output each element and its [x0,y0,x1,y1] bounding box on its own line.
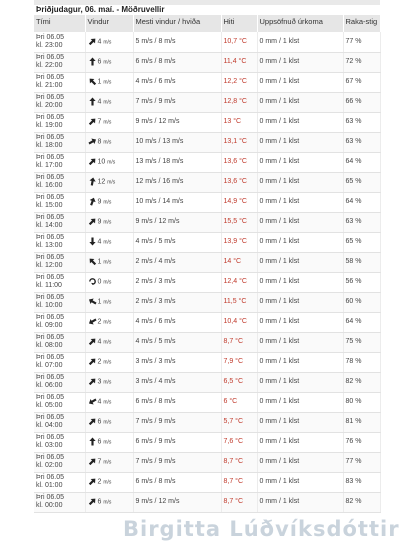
temperature-cell: 13,9 °C [221,232,257,252]
wind-speed-unit: m/s [103,419,112,426]
humidity-cell: 63 % [343,112,380,132]
wind-direction-arrow-icon [88,217,97,226]
wind-speed-value: 9 [97,218,102,226]
wind-speed-value: 7 [97,118,102,126]
max-wind-gust-cell: 6 m/s / 8 m/s [133,392,221,412]
col-header-humidity: Raka-stig [343,15,380,32]
wind-cell [85,392,133,412]
max-wind-gust-cell: 2 m/s / 4 m/s [133,252,221,272]
hour-label: kl. 05:00 [36,402,63,409]
precipitation-cell: 0 mm / 1 klst [257,292,343,312]
temperature-cell: 13,1 °C [221,132,257,152]
max-wind-gust-cell: 9 m/s / 12 m/s [133,492,221,512]
wind-cell [85,252,133,272]
time-cell [34,492,85,512]
wind-speed-unit: m/s [103,359,112,366]
humidity-cell: 60 % [343,292,380,312]
day-label: Þri 06.05 [36,74,65,81]
col-header-wind: Vindur [85,15,133,32]
wind-direction-arrow-icon [88,417,97,426]
humidity-cell: 63 % [343,212,380,232]
temperature-cell: 12,4 °C [221,272,257,292]
precipitation-cell: 0 mm / 1 klst [257,352,343,372]
max-wind-gust-cell: 2 m/s / 3 m/s [133,292,221,312]
wind-speed-value: 7 [97,458,102,466]
precipitation-cell: 0 mm / 1 klst [257,112,343,132]
time-cell [34,252,85,272]
temperature-cell: 8,7 °C [221,492,257,512]
time-cell [34,192,85,212]
day-label: Þri 06.05 [36,414,65,421]
humidity-cell: 66 % [343,92,380,112]
day-label: Þri 06.05 [36,214,65,221]
hour-label: kl. 08:00 [36,342,63,349]
wind-direction-arrow-icon [88,197,97,206]
col-header-temperature: Hiti [221,15,257,32]
day-label: Þri 06.05 [36,254,65,261]
hour-label: kl. 15:00 [36,202,63,209]
wind-direction-arrow-icon [88,437,97,446]
wind-speed-unit: m/s [103,139,112,146]
max-wind-gust-cell: 13 m/s / 18 m/s [133,152,221,172]
wind-direction-arrow-icon [88,297,97,306]
wind-cell [85,492,133,512]
hour-label: kl. 01:00 [36,482,63,489]
precipitation-cell: 0 mm / 1 klst [257,72,343,92]
precipitation-cell: 0 mm / 1 klst [257,252,343,272]
calm-wind-icon [88,277,97,286]
humidity-cell: 77 % [343,452,380,472]
hour-label: kl. 22:00 [36,62,63,69]
wind-direction-arrow-icon [88,317,97,326]
wind-speed-unit: m/s [103,39,112,46]
temperature-cell: 5,7 °C [221,412,257,432]
wind-speed-unit: m/s [103,239,112,246]
table-row [34,372,380,392]
wind-direction-arrow-icon [88,257,97,266]
table-row [34,352,380,372]
precipitation-cell: 0 mm / 1 klst [257,372,343,392]
max-wind-gust-cell: 10 m/s / 13 m/s [133,132,221,152]
day-label: Þri 06.05 [36,154,65,161]
table-row [34,112,380,132]
wind-speed-unit: m/s [107,179,116,186]
hour-label: kl. 02:00 [36,462,63,469]
wind-cell [85,32,133,52]
max-wind-gust-cell: 6 m/s / 8 m/s [133,52,221,72]
wind-speed-value: 4 [97,398,102,406]
wind-speed-unit: m/s [103,439,112,446]
wind-speed-unit: m/s [103,259,112,266]
temperature-cell: 11,5 °C [221,292,257,312]
time-cell [34,172,85,192]
humidity-cell: 56 % [343,272,380,292]
day-station-heading: Þriðjudagur, 06. maí. - Möðruvellir [36,5,165,14]
max-wind-gust-cell: 3 m/s / 4 m/s [133,372,221,392]
wind-direction-arrow-icon [88,77,97,86]
humidity-cell: 64 % [343,192,380,212]
precipitation-cell: 0 mm / 1 klst [257,192,343,212]
table-row [34,312,380,332]
wind-speed-unit: m/s [103,79,112,86]
wind-cell [85,232,133,252]
temperature-cell: 12,8 °C [221,92,257,112]
table-row [34,392,380,412]
time-cell [34,272,85,292]
hour-label: kl. 07:00 [36,362,63,369]
time-cell [34,32,85,52]
wind-speed-value: 2 [97,358,102,366]
table-header-row [34,15,380,32]
wind-speed-value: 3 [97,378,102,386]
precipitation-cell: 0 mm / 1 klst [257,272,343,292]
precipitation-cell: 0 mm / 1 klst [257,392,343,412]
wind-cell [85,452,133,472]
table-row [34,192,380,212]
table-row [34,332,380,352]
temperature-cell: 6 °C [221,392,257,412]
hourly-weather-table [34,15,381,513]
wind-speed-unit: m/s [103,479,112,486]
wind-speed-unit: m/s [103,379,112,386]
wind-direction-arrow-icon [88,497,97,506]
wind-speed-value: 1 [97,258,102,266]
humidity-cell: 67 % [343,72,380,92]
wind-speed-value: 12 [97,178,106,186]
humidity-cell: 78 % [343,352,380,372]
day-label: Þri 06.05 [36,274,65,281]
wind-direction-arrow-icon [88,137,97,146]
precipitation-cell: 0 mm / 1 klst [257,472,343,492]
wind-direction-arrow-icon [88,337,97,346]
table-row [34,272,380,292]
table-row [34,212,380,232]
col-header-precipitation: Uppsöfnuð úrkoma [257,15,343,32]
max-wind-gust-cell: 4 m/s / 6 m/s [133,72,221,92]
time-cell [34,412,85,432]
temperature-cell: 8,7 °C [221,332,257,352]
day-label: Þri 06.05 [36,454,65,461]
wind-direction-arrow-icon [88,377,97,386]
wind-speed-unit: m/s [103,299,112,306]
hour-label: kl. 03:00 [36,442,63,449]
precipitation-cell: 0 mm / 1 klst [257,332,343,352]
temperature-cell: 13,6 °C [221,172,257,192]
max-wind-gust-cell: 6 m/s / 8 m/s [133,472,221,492]
wind-cell [85,212,133,232]
max-wind-gust-cell: 7 m/s / 9 m/s [133,412,221,432]
wind-cell [85,92,133,112]
temperature-cell: 12,2 °C [221,72,257,92]
wind-cell [85,52,133,72]
time-cell [34,432,85,452]
wind-speed-unit: m/s [103,339,112,346]
wind-speed-value: 4 [97,238,102,246]
wind-speed-value: 4 [97,98,102,106]
table-row [34,172,380,192]
hour-label: kl. 04:00 [36,422,63,429]
humidity-cell: 82 % [343,492,380,512]
wind-cell [85,172,133,192]
table-row [34,412,380,432]
precipitation-cell: 0 mm / 1 klst [257,412,343,432]
time-cell [34,352,85,372]
hour-label: kl. 14:00 [36,222,63,229]
day-label: Þri 06.05 [36,354,65,361]
temperature-cell: 14 °C [221,252,257,272]
wind-speed-value: 6 [97,438,102,446]
wind-direction-arrow-icon [88,117,97,126]
hour-label: kl. 13:00 [36,242,63,249]
day-label: Þri 06.05 [36,174,65,181]
time-cell [34,452,85,472]
wind-cell [85,272,133,292]
day-label: Þri 06.05 [36,94,65,101]
temperature-cell: 7,9 °C [221,352,257,372]
wind-direction-arrow-icon [88,177,97,186]
day-label: Þri 06.05 [36,314,65,321]
precipitation-cell: 0 mm / 1 klst [257,132,343,152]
wind-direction-arrow-icon [88,397,97,406]
time-cell [34,292,85,312]
max-wind-gust-cell: 4 m/s / 5 m/s [133,232,221,252]
temperature-cell: 10,4 °C [221,312,257,332]
day-label: Þri 06.05 [36,494,65,501]
time-cell [34,232,85,252]
humidity-cell: 81 % [343,412,380,432]
wind-speed-unit: m/s [107,159,116,166]
day-label: Þri 06.05 [36,294,65,301]
wind-direction-arrow-icon [88,157,97,166]
humidity-cell: 82 % [343,372,380,392]
table-row [34,72,380,92]
wind-speed-value: 6 [97,418,102,426]
time-cell [34,372,85,392]
wind-speed-unit: m/s [103,219,112,226]
wind-cell [85,412,133,432]
day-label: Þri 06.05 [36,394,65,401]
table-row [34,252,380,272]
max-wind-gust-cell: 7 m/s / 9 m/s [133,452,221,472]
wind-cell [85,432,133,452]
time-cell [34,472,85,492]
wind-speed-value: 9 [97,198,102,206]
hour-label: kl. 09:00 [36,322,63,329]
humidity-cell: 65 % [343,232,380,252]
humidity-cell: 80 % [343,392,380,412]
humidity-cell: 64 % [343,152,380,172]
wind-speed-unit: m/s [103,59,112,66]
wind-direction-arrow-icon [88,97,97,106]
precipitation-cell: 0 mm / 1 klst [257,432,343,452]
col-header-max-wind-gust: Mesti vindur / hviða [133,15,221,32]
hour-label: kl. 19:00 [36,122,63,129]
hour-label: kl. 00:00 [36,502,63,509]
wind-cell [85,132,133,152]
wind-speed-value: 0 [97,278,102,286]
wind-direction-arrow-icon [88,357,97,366]
wind-cell [85,372,133,392]
wind-cell [85,312,133,332]
day-label: Þri 06.05 [36,434,65,441]
hour-label: kl. 06:00 [36,382,63,389]
day-label: Þri 06.05 [36,374,65,381]
hour-label: kl. 17:00 [36,162,63,169]
max-wind-gust-cell: 5 m/s / 8 m/s [133,32,221,52]
day-label: Þri 06.05 [36,54,65,61]
hour-label: kl. 20:00 [36,102,63,109]
precipitation-cell: 0 mm / 1 klst [257,32,343,52]
humidity-cell: 76 % [343,432,380,452]
humidity-cell: 64 % [343,312,380,332]
humidity-cell: 63 % [343,132,380,152]
wind-speed-unit: m/s [103,499,112,506]
precipitation-cell: 0 mm / 1 klst [257,312,343,332]
humidity-cell: 77 % [343,32,380,52]
max-wind-gust-cell: 2 m/s / 3 m/s [133,272,221,292]
max-wind-gust-cell: 9 m/s / 12 m/s [133,112,221,132]
table-row [34,32,380,52]
watermark-signature: Birgitta Lúðvíksdóttir [123,517,400,541]
table-row [34,92,380,112]
max-wind-gust-cell: 4 m/s / 5 m/s [133,332,221,352]
col-header-time: Tími [34,15,85,32]
weather-table-container [34,5,380,513]
precipitation-cell: 0 mm / 1 klst [257,172,343,192]
wind-speed-value: 6 [97,498,102,506]
precipitation-cell: 0 mm / 1 klst [257,52,343,72]
humidity-cell: 75 % [343,332,380,352]
temperature-cell: 13,6 °C [221,152,257,172]
wind-cell [85,332,133,352]
day-label: Þri 06.05 [36,134,65,141]
humidity-cell: 58 % [343,252,380,272]
table-row [34,52,380,72]
wind-cell [85,112,133,132]
time-cell [34,52,85,72]
table-row [34,292,380,312]
day-label: Þri 06.05 [36,234,65,241]
wind-speed-unit: m/s [103,99,112,106]
max-wind-gust-cell: 10 m/s / 14 m/s [133,192,221,212]
wind-direction-arrow-icon [88,37,97,46]
table-row [34,132,380,152]
temperature-cell: 14,9 °C [221,192,257,212]
time-cell [34,392,85,412]
wind-speed-unit: m/s [103,119,112,126]
wind-speed-value: 4 [97,38,102,46]
humidity-cell: 65 % [343,172,380,192]
wind-cell [85,192,133,212]
time-cell [34,92,85,112]
hour-label: kl. 16:00 [36,182,63,189]
precipitation-cell: 0 mm / 1 klst [257,92,343,112]
max-wind-gust-cell: 9 m/s / 12 m/s [133,212,221,232]
time-cell [34,112,85,132]
temperature-cell: 7,6 °C [221,432,257,452]
time-cell [34,132,85,152]
wind-direction-arrow-icon [88,57,97,66]
wind-cell [85,352,133,372]
wind-speed-value: 2 [97,318,102,326]
wind-speed-unit: m/s [103,199,112,206]
time-cell [34,152,85,172]
day-label: Þri 06.05 [36,33,65,41]
table-row [34,492,380,512]
precipitation-cell: 0 mm / 1 klst [257,152,343,172]
temperature-cell: 6,5 °C [221,372,257,392]
max-wind-gust-cell: 7 m/s / 9 m/s [133,92,221,112]
precipitation-cell: 0 mm / 1 klst [257,492,343,512]
temperature-cell: 8,7 °C [221,472,257,492]
max-wind-gust-cell: 6 m/s / 9 m/s [133,432,221,452]
wind-speed-unit: m/s [103,319,112,326]
time-cell [34,72,85,92]
wind-speed-value: 10 [97,158,106,166]
hour-label: kl. 23:00 [36,41,63,49]
day-label: Þri 06.05 [36,334,65,341]
time-cell [34,212,85,232]
max-wind-gust-cell: 12 m/s / 16 m/s [133,172,221,192]
wind-speed-value: 1 [97,78,102,86]
hour-label: kl. 10:00 [36,302,63,309]
wind-speed-value: 4 [97,338,102,346]
wind-cell [85,72,133,92]
temperature-cell: 10,7 °C [221,32,257,52]
wind-speed-value: 2 [97,478,102,486]
table-row [34,432,380,452]
humidity-cell: 72 % [343,52,380,72]
precipitation-cell: 0 mm / 1 klst [257,212,343,232]
max-wind-gust-cell: 3 m/s / 3 m/s [133,352,221,372]
table-row [34,152,380,172]
wind-direction-arrow-icon [88,477,97,486]
temperature-cell: 15,5 °C [221,212,257,232]
wind-speed-unit: m/s [103,399,112,406]
temperature-cell: 8,7 °C [221,452,257,472]
day-label: Þri 06.05 [36,474,65,481]
precipitation-cell: 0 mm / 1 klst [257,452,343,472]
table-row [34,232,380,252]
wind-speed-unit: m/s [103,459,112,466]
hour-label: kl. 18:00 [36,142,63,149]
wind-speed-value: 1 [97,298,102,306]
time-cell [34,312,85,332]
hour-label: kl. 11:00 [36,282,62,289]
wind-cell [85,152,133,172]
table-row [34,472,380,492]
wind-direction-arrow-icon [88,237,97,246]
temperature-cell: 13 °C [221,112,257,132]
table-row [34,452,380,472]
wind-cell [85,472,133,492]
max-wind-gust-cell: 4 m/s / 6 m/s [133,312,221,332]
day-label: Þri 06.05 [36,114,65,121]
wind-speed-value: 8 [97,138,102,146]
precipitation-cell: 0 mm / 1 klst [257,232,343,252]
day-label: Þri 06.05 [36,194,65,201]
hour-label: kl. 21:00 [36,82,63,89]
temperature-cell: 11,4 °C [221,52,257,72]
time-cell [34,332,85,352]
hour-label: kl. 12:00 [36,262,63,269]
wind-cell [85,292,133,312]
wind-direction-arrow-icon [88,457,97,466]
humidity-cell: 83 % [343,472,380,492]
wind-speed-value: 6 [97,58,102,66]
wind-speed-unit: m/s [103,279,112,286]
